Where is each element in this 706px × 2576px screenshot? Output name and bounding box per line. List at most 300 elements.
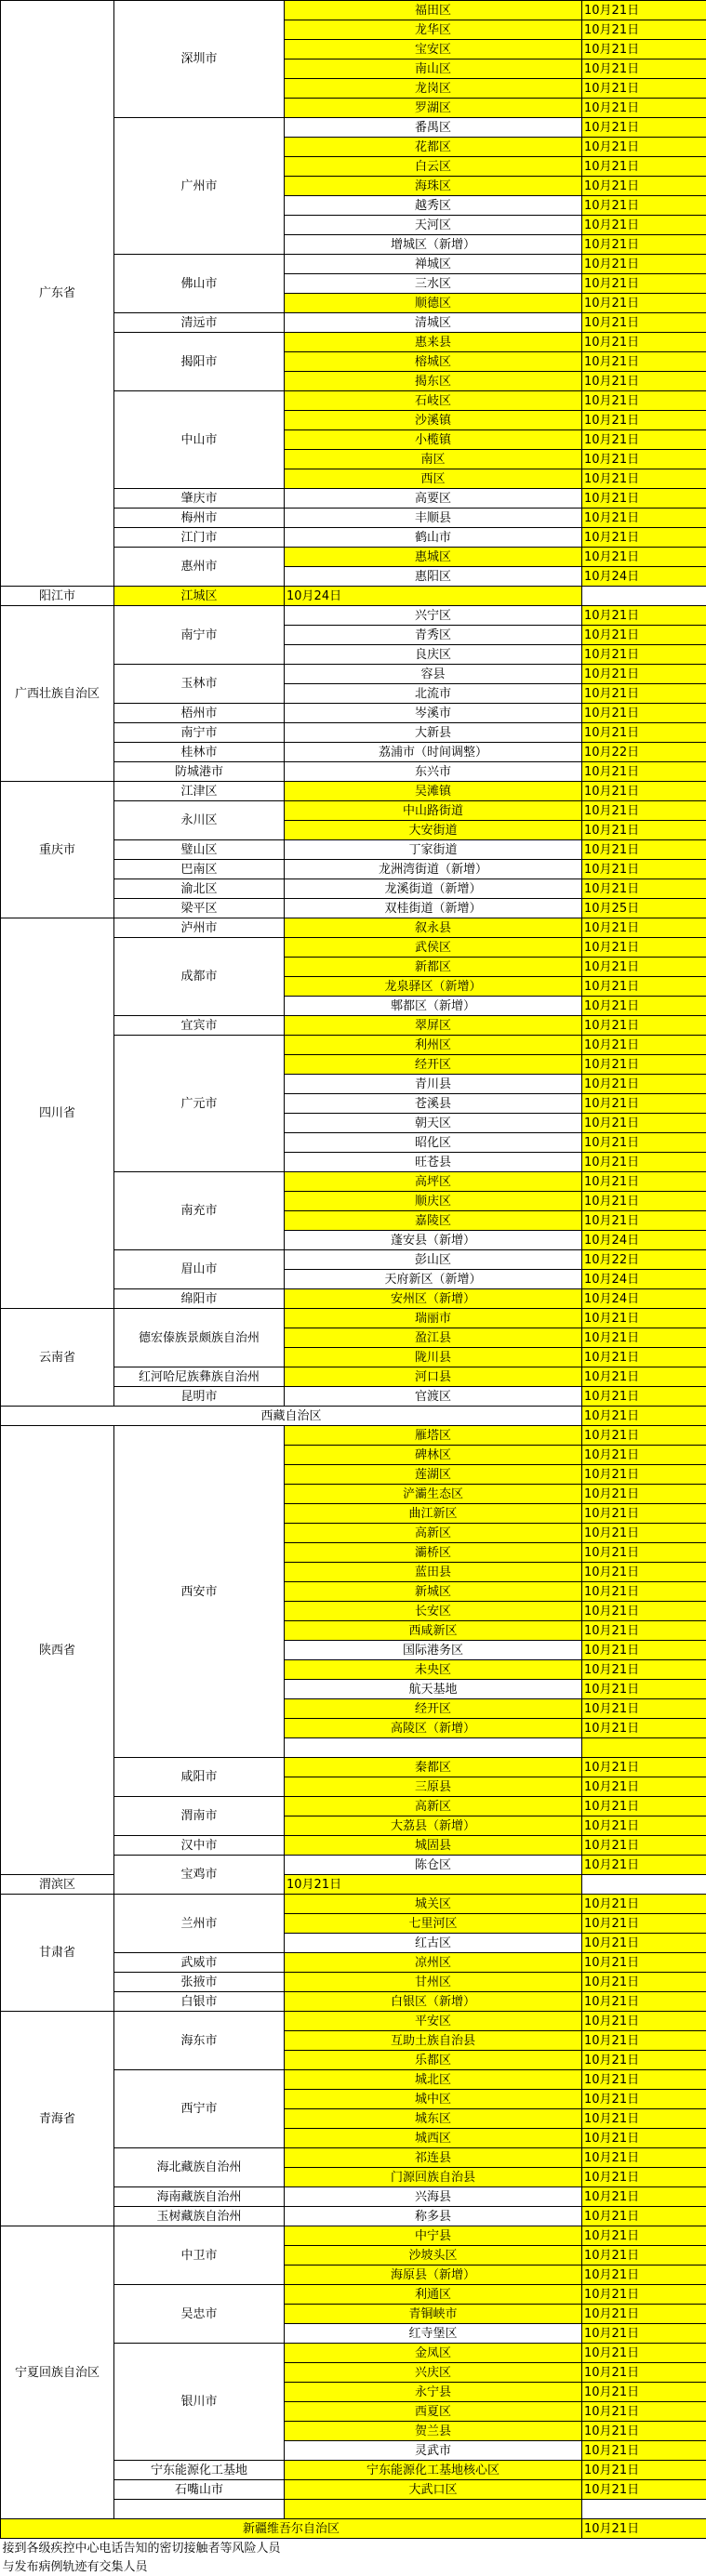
district-cell: 盈江县 [285,1328,582,1348]
city-cell: 宜宾市 [114,1016,285,1036]
district-cell: 金凤区 [285,2344,582,2363]
city-cell: 宝鸡市 [114,1856,285,1895]
city-cell: 绵阳市 [114,1289,285,1309]
district-cell: 榕城区 [285,352,582,372]
region-cell: 西藏自治区 [1,1407,582,1426]
date-cell: 10月21日 [582,411,706,430]
district-cell: 宁东能源化工基地核心区 [285,2461,582,2480]
district-cell: 西夏区 [285,2402,582,2422]
table-row [1,2519,706,2539]
table-row [1,2012,706,2031]
note-row [1,2557,706,2576]
district-cell: 旺苍县 [285,1153,582,1172]
district-cell: 陈仓区 [285,1856,582,1875]
date-cell: 10月21日 [582,977,706,997]
district-cell: 贺兰县 [285,2422,582,2441]
date-cell: 10月21日 [582,2168,706,2187]
city-cell: 宁东能源化工基地 [114,2461,285,2480]
district-cell: 浐灞生态区 [285,1485,582,1504]
date-cell: 10月21日 [582,2246,706,2266]
date-cell: 10月21日 [582,860,706,879]
date-cell: 10月21日 [582,723,706,743]
date-cell: 10月21日 [582,1524,706,1543]
date-cell: 10月21日 [582,2012,706,2031]
district-cell: 瑞丽市 [285,1309,582,1328]
district-cell: 青铜峡市 [285,2305,582,2324]
district-cell: 城东区 [285,2109,582,2129]
date-cell: 10月21日 [582,430,706,450]
district-cell: 龙华区 [285,20,582,40]
city-cell: 梁平区 [114,899,285,918]
date-cell: 10月21日 [582,469,706,489]
district-cell: 北流市 [285,684,582,704]
date-cell: 10月21日 [582,1973,706,1992]
district-cell: 揭东区 [285,372,582,391]
date-cell: 10月21日 [582,2461,706,2480]
district-cell: 白银区（新增） [285,1992,582,2012]
city-cell: 璧山区 [114,840,285,860]
date-cell: 10月21日 [582,938,706,958]
date-cell: 10月21日 [582,2305,706,2324]
date-cell: 10月24日 [582,1289,706,1309]
date-cell: 10月21日 [582,1836,706,1856]
date-cell: 10月21日 [582,2441,706,2461]
district-cell: 称多县 [285,2207,582,2226]
district-cell: 番禺区 [285,118,582,138]
district-cell: 陇川县 [285,1348,582,1367]
district-cell: 秦都区 [285,1758,582,1777]
date-cell: 10月21日 [582,489,706,509]
date-cell: 10月21日 [582,1348,706,1367]
district-cell: 大新县 [285,723,582,743]
province-cell: 云南省 [1,1309,114,1407]
date-cell: 10月21日 [582,2363,706,2383]
district-cell: 高坪区 [285,1172,582,1192]
date-cell: 10月21日 [582,2266,706,2285]
table-row [1,2226,706,2246]
date-cell: 10月21日 [582,1543,706,1563]
district-cell: 国际港务区 [285,1641,582,1660]
date-cell: 10月25日 [582,899,706,918]
district-cell: 大荔县（新增） [285,1816,582,1836]
date-cell: 10月21日 [582,528,706,548]
date-cell: 10月21日 [582,1895,706,1914]
date-cell: 10月21日 [582,1075,706,1094]
district-cell: 容县 [285,665,582,684]
date-cell: 10月21日 [582,2422,706,2441]
city-cell: 江津区 [114,782,285,801]
district-cell: 利州区 [285,1036,582,1055]
city-cell: 南宁市 [114,606,285,665]
district-cell: 双桂街道（新增） [285,899,582,918]
district-cell: 叙永县 [285,918,582,938]
date-cell: 10月21日 [582,1602,706,1621]
province-cell: 广西壮族自治区 [1,606,114,782]
district-cell: 西区 [285,469,582,489]
date-cell: 10月21日 [582,1680,706,1699]
date-cell: 10月21日 [582,2324,706,2344]
district-cell: 江城区 [114,587,285,606]
footnote-text: 与发布病例轨迹有交集人员 [1,2557,706,2576]
date-cell [582,1738,706,1758]
district-cell [114,2500,285,2519]
district-cell: 官渡区 [285,1387,582,1407]
district-cell: 郫都区（新增） [285,997,582,1016]
province-cell: 广东省 [1,1,114,587]
district-cell: 新城区 [285,1582,582,1602]
district-cell: 小榄镇 [285,430,582,450]
city-cell: 永川区 [114,801,285,840]
district-cell: 沙坡头区 [285,2246,582,2266]
district-cell: 蓬安县（新增） [285,1231,582,1250]
district-cell: 渭滨区 [1,1875,114,1895]
date-cell: 10月21日 [582,1309,706,1328]
district-cell: 朝天区 [285,1114,582,1133]
district-cell: 石岐区 [285,391,582,411]
district-cell: 兴宁区 [285,606,582,626]
district-cell: 城北区 [285,2070,582,2090]
district-cell: 花都区 [285,138,582,157]
table-row [1,587,706,606]
district-cell: 岑溪市 [285,704,582,723]
district-cell: 祁连县 [285,2148,582,2168]
date-cell [285,2500,582,2519]
city-cell: 银川市 [114,2344,285,2461]
date-cell: 10月21日 [582,2402,706,2422]
date-cell: 10月21日 [582,1719,706,1738]
date-cell: 10月21日 [582,1934,706,1953]
date-cell: 10月21日 [582,1133,706,1153]
district-cell: 龙洲湾街道（新增） [285,860,582,879]
date-cell: 10月24日 [582,1270,706,1289]
date-cell: 10月21日 [582,1953,706,1973]
date-cell: 10月22日 [582,743,706,762]
date-cell: 10月21日 [582,879,706,899]
city-cell: 江门市 [114,528,285,548]
district-cell: 门源回族自治县 [285,2168,582,2187]
date-cell: 10月24日 [582,567,706,587]
date-cell: 10月21日 [582,1055,706,1075]
district-cell: 惠阳区 [285,567,582,587]
city-cell: 渭南市 [114,1797,285,1836]
district-cell: 荔浦市（时间调整） [285,743,582,762]
district-cell: 天河区 [285,216,582,235]
city-cell: 武威市 [114,1953,285,1973]
district-cell: 经开区 [285,1055,582,1075]
city-cell: 肇庆市 [114,489,285,509]
date-cell: 10月21日 [582,313,706,333]
date-cell: 10月21日 [582,2226,706,2246]
district-cell: 七里河区 [285,1914,582,1934]
date-cell: 10月21日 [582,1699,706,1719]
date-cell: 10月21日 [582,1211,706,1231]
date-cell: 10月21日 [582,782,706,801]
district-cell: 西咸新区 [285,1621,582,1641]
district-cell: 未央区 [285,1660,582,1680]
date-cell: 10月21日 [582,665,706,684]
date-cell: 10月21日 [582,821,706,840]
district-cell: 嘉陵区 [285,1211,582,1231]
district-cell: 鹤山市 [285,528,582,548]
date-cell: 10月21日 [582,216,706,235]
district-cell: 长安区 [285,1602,582,1621]
date-cell: 10月21日 [582,548,706,567]
city-cell: 昆明市 [114,1387,285,1407]
date-cell: 10月21日 [582,1641,706,1660]
date-cell: 10月21日 [582,59,706,79]
date-cell: 10月21日 [582,2187,706,2207]
table-row [1,606,706,626]
district-cell: 苍溪县 [285,1094,582,1114]
date-cell: 10月21日 [582,138,706,157]
date-cell: 10月21日 [582,684,706,704]
date-cell: 10月21日 [582,1446,706,1465]
date-cell: 10月21日 [582,2031,706,2051]
date-cell: 10月21日 [285,1875,582,1895]
date-cell: 10月21日 [582,1777,706,1797]
date-cell: 10月21日 [582,2285,706,2305]
district-cell: 丰顺县 [285,509,582,528]
city-cell: 中卫市 [114,2226,285,2285]
date-cell: 10月21日 [582,840,706,860]
district-cell: 利通区 [285,2285,582,2305]
date-cell: 10月21日 [582,2051,706,2070]
district-cell: 三原县 [285,1777,582,1797]
district-cell: 禅城区 [285,255,582,274]
district-cell: 中宁县 [285,2226,582,2246]
district-cell: 经开区 [285,1699,582,1719]
table-row [1,1895,706,1914]
date-cell: 10月21日 [582,157,706,177]
district-cell: 航天基地 [285,1680,582,1699]
city-cell: 海东市 [114,2012,285,2070]
district-cell: 翠屏区 [285,1016,582,1036]
province-cell: 四川省 [1,918,114,1309]
city-cell: 吴忠市 [114,2285,285,2344]
district-cell: 平安区 [285,2012,582,2031]
city-cell: 石嘴山市 [114,2480,285,2500]
city-cell: 德宏傣族景颇族自治州 [114,1309,285,1367]
city-cell: 梧州市 [114,704,285,723]
date-cell: 10月21日 [582,1758,706,1777]
district-cell: 天府新区（新增） [285,1270,582,1289]
table-row [1,1,706,20]
date-cell: 10月21日 [582,1992,706,2012]
date-cell: 10月21日 [582,1094,706,1114]
district-cell: 高陵区（新增） [285,1719,582,1738]
district-cell: 灵武市 [285,2441,582,2461]
date-cell: 10月21日 [582,99,706,118]
date-cell: 10月21日 [582,1563,706,1582]
district-cell: 沙溪镇 [285,411,582,430]
date-cell: 10月21日 [582,333,706,352]
city-cell: 汉中市 [114,1836,285,1856]
city-cell: 西宁市 [114,2070,285,2148]
date-cell: 10月21日 [582,2129,706,2148]
table-row [1,782,706,801]
district-cell: 南区 [285,450,582,469]
district-cell: 惠来县 [285,333,582,352]
date-cell: 10月21日 [582,20,706,40]
city-cell: 玉树藏族自治州 [114,2207,285,2226]
district-cell: 大武口区 [285,2480,582,2500]
date-cell: 10月21日 [582,2070,706,2090]
district-cell: 兴庆区 [285,2363,582,2383]
date-cell: 10月21日 [582,352,706,372]
district-cell: 城固县 [285,1836,582,1856]
district-cell: 甘州区 [285,1973,582,1992]
district-cell: 增城区（新增） [285,235,582,255]
date-cell: 10月21日 [582,1367,706,1387]
date-cell: 10月21日 [582,294,706,313]
date-cell: 10月21日 [582,606,706,626]
district-cell: 安州区（新增） [285,1289,582,1309]
city-cell: 南宁市 [114,723,285,743]
district-cell: 顺德区 [285,294,582,313]
city-cell: 梅州市 [114,509,285,528]
date-cell: 10月21日 [582,1407,706,1426]
district-cell: 海原县（新增） [285,2266,582,2285]
date-cell: 10月21日 [582,762,706,782]
city-cell: 渝北区 [114,879,285,899]
city-cell: 揭阳市 [114,333,285,391]
city-cell: 海南藏族自治州 [114,2187,285,2207]
date-cell: 10月21日 [582,1036,706,1055]
date-cell: 10月21日 [582,1172,706,1192]
date-cell: 10月21日 [582,1797,706,1816]
date-cell: 10月21日 [582,1621,706,1641]
date-cell: 10月21日 [582,79,706,99]
district-cell: 红古区 [285,1934,582,1953]
district-cell: 新都区 [285,958,582,977]
date-cell: 10月21日 [582,1328,706,1348]
date-cell: 10月21日 [582,704,706,723]
city-cell: 白银市 [114,1992,285,2012]
date-cell: 10月21日 [582,1426,706,1446]
district-cell: 龙泉驿区（新增） [285,977,582,997]
date-cell: 10月21日 [582,196,706,216]
district-cell: 龙溪街道（新增） [285,879,582,899]
city-cell: 惠州市 [114,548,285,587]
date-cell: 10月24日 [582,1231,706,1250]
date-cell: 10月21日 [582,1114,706,1133]
city-cell: 南充市 [114,1172,285,1250]
date-cell: 10月21日 [582,1,706,20]
date-cell: 10月21日 [582,2148,706,2168]
district-cell: 凉州区 [285,1953,582,1973]
date-cell: 10月21日 [582,2383,706,2402]
district-cell: 顺庆区 [285,1192,582,1211]
city-cell: 广元市 [114,1036,285,1172]
district-cell: 惠城区 [285,548,582,567]
note-row [1,2539,706,2558]
district-cell: 吴滩镇 [285,782,582,801]
table-row [1,1407,706,1426]
table-row [1,918,706,938]
city-cell: 中山市 [114,391,285,489]
district-cell: 蓝田县 [285,1563,582,1582]
district-cell: 白云区 [285,157,582,177]
date-cell: 10月21日 [582,997,706,1016]
date-cell: 10月21日 [582,801,706,821]
district-cell: 龙岗区 [285,79,582,99]
date-cell: 10月21日 [582,1582,706,1602]
date-cell: 10月21日 [582,1485,706,1504]
district-cell: 三水区 [285,274,582,294]
date-cell: 10月21日 [582,2480,706,2500]
district-cell: 昭化区 [285,1133,582,1153]
city-cell: 成都市 [114,938,285,1016]
district-cell: 城关区 [285,1895,582,1914]
district-cell: 碑林区 [285,1446,582,1465]
date-cell: 10月21日 [582,255,706,274]
date-cell: 10月21日 [582,1504,706,1524]
city-cell: 阳江市 [1,587,114,606]
date-cell: 10月21日 [582,1153,706,1172]
district-cell: 青秀区 [285,626,582,645]
district-cell: 曲江新区 [285,1504,582,1524]
date-cell: 10月21日 [582,235,706,255]
district-cell: 罗湖区 [285,99,582,118]
district-cell: 福田区 [285,1,582,20]
province-cell: 青海省 [1,2012,114,2226]
city-cell: 广州市 [114,118,285,255]
district-cell: 南山区 [285,59,582,79]
province-cell: 重庆市 [1,782,114,918]
district-cell: 高新区 [285,1524,582,1543]
date-cell: 10月21日 [582,450,706,469]
table-row [1,1426,706,1446]
province-cell: 宁夏回族自治区 [1,2226,114,2519]
risk-area-table-body [1,1,706,2576]
city-cell: 眉山市 [114,1250,285,1289]
region-cell: 新疆维吾尔自治区 [1,2519,582,2539]
district-cell: 宝安区 [285,40,582,59]
city-cell: 咸阳市 [114,1758,285,1797]
date-cell: 10月21日 [582,1465,706,1485]
date-cell: 10月21日 [582,372,706,391]
date-cell: 10月21日 [582,2090,706,2109]
date-cell: 10月21日 [582,1856,706,1875]
city-cell: 泸州市 [114,918,285,938]
district-cell: 雁塔区 [285,1426,582,1446]
district-cell: 越秀区 [285,196,582,216]
district-cell: 永宁县 [285,2383,582,2402]
district-cell: 城中区 [285,2090,582,2109]
city-cell: 玉林市 [114,665,285,704]
district-cell: 兴海县 [285,2187,582,2207]
city-cell: 佛山市 [114,255,285,313]
district-cell: 灞桥区 [285,1543,582,1563]
date-cell: 10月21日 [582,40,706,59]
date-cell: 10月21日 [582,626,706,645]
province-cell: 甘肃省 [1,1895,114,2012]
district-cell: 青川县 [285,1075,582,1094]
date-cell: 10月21日 [582,1660,706,1680]
district-cell: 彭山区 [285,1250,582,1270]
district-cell: 河口县 [285,1367,582,1387]
city-cell: 海北藏族自治州 [114,2148,285,2187]
city-cell: 巴南区 [114,860,285,879]
date-cell: 10月21日 [582,918,706,938]
district-cell: 红寺堡区 [285,2324,582,2344]
district-cell: 高新区 [285,1797,582,1816]
footnote-text: 接到各级疾控中心电话告知的密切接触者等风险人员 [1,2539,706,2558]
city-cell: 兰州市 [114,1895,285,1953]
district-cell: 乐都区 [285,2051,582,2070]
city-cell: 红河哈尼族彝族自治州 [114,1367,285,1387]
district-cell: 海珠区 [285,177,582,196]
